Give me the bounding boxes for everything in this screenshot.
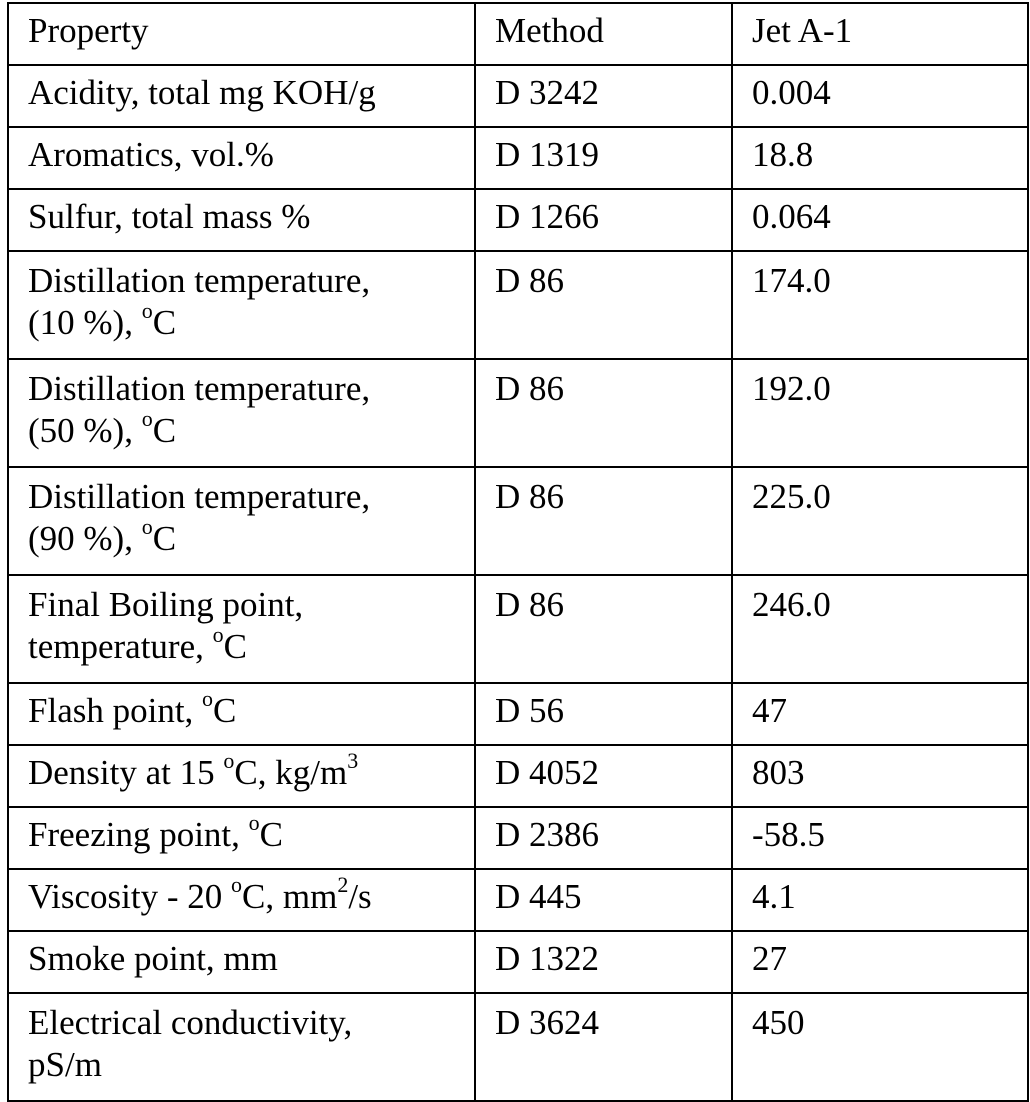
degree-superscript: o <box>248 810 260 836</box>
cubed-superscript: 3 <box>347 748 359 774</box>
property-cell <box>8 359 475 467</box>
value-cell: 27 <box>732 931 1028 993</box>
value-cell: 450 <box>732 993 1028 1101</box>
property-text: (10 %), <box>28 303 142 342</box>
property-unit: C <box>213 691 237 730</box>
table-row <box>8 869 1028 931</box>
property-cell <box>8 745 475 807</box>
value-cell: 4.1 <box>732 869 1028 931</box>
method-cell: D 56 <box>475 683 732 745</box>
property-cell: Aromatics, vol.% <box>8 127 475 189</box>
property-line-1: Distillation temperature, <box>28 369 371 408</box>
table-row <box>8 251 1028 359</box>
method-cell: D 3624 <box>475 993 732 1101</box>
table-row <box>8 127 1028 189</box>
property-text: Freezing point, <box>28 815 249 854</box>
property-cell <box>8 251 475 359</box>
degree-superscript: o <box>212 622 224 648</box>
value-cell: 47 <box>732 683 1028 745</box>
property-line-1: Electrical conductivity, <box>28 1003 353 1042</box>
property-cell: Sulfur, total mass % <box>8 189 475 251</box>
property-unit: C <box>152 411 177 450</box>
method-cell: D 86 <box>475 359 732 467</box>
table-row <box>8 189 1028 251</box>
property-cell: Smoke point, mm <box>8 931 475 993</box>
property-line-2 <box>28 514 474 560</box>
property-cell <box>8 467 475 575</box>
method-cell: D 1319 <box>475 127 732 189</box>
value-cell: 0.004 <box>732 65 1028 127</box>
property-line-1: Final Boiling point, <box>28 585 304 624</box>
property-unit: C, kg/m <box>234 753 348 792</box>
value-cell: 174.0 <box>732 251 1028 359</box>
property-line-2: pS/m <box>28 1045 102 1084</box>
property-unit: C, mm <box>242 877 338 916</box>
fuel-properties-table <box>7 2 1029 1102</box>
method-cell: D 2386 <box>475 807 732 869</box>
property-line-2 <box>28 406 474 452</box>
property-cell <box>8 869 475 931</box>
degree-superscript: o <box>202 686 214 712</box>
table-row <box>8 931 1028 993</box>
table-row <box>8 683 1028 745</box>
property-cell <box>8 575 475 683</box>
property-line-2 <box>28 622 474 668</box>
property-line-2 <box>28 298 474 344</box>
table-row <box>8 745 1028 807</box>
property-unit: C <box>259 815 284 854</box>
degree-superscript: o <box>231 872 243 898</box>
value-cell: 803 <box>732 745 1028 807</box>
property-text: Viscosity - 20 <box>28 877 232 916</box>
value-cell: -58.5 <box>732 807 1028 869</box>
property-line-1: Distillation temperature, <box>28 261 371 300</box>
property-cell <box>8 683 475 745</box>
property-cell <box>8 807 475 869</box>
table-row <box>8 359 1028 467</box>
degree-superscript: o <box>141 514 153 540</box>
table-header-row <box>8 3 1028 65</box>
value-cell: 18.8 <box>732 127 1028 189</box>
property-cell <box>8 993 475 1101</box>
table-row <box>8 467 1028 575</box>
header-property: Property <box>8 3 475 65</box>
method-cell: D 1322 <box>475 931 732 993</box>
degree-superscript: o <box>141 298 153 324</box>
value-cell: 0.064 <box>732 189 1028 251</box>
property-line-1: Distillation temperature, <box>28 477 371 516</box>
value-cell: 246.0 <box>732 575 1028 683</box>
property-unit: C <box>223 627 247 666</box>
degree-superscript: o <box>141 406 153 432</box>
property-text: Flash point, <box>28 691 203 730</box>
header-method: Method <box>475 3 732 65</box>
table-row <box>8 807 1028 869</box>
property-unit-tail: /s <box>348 877 372 916</box>
method-cell: D 86 <box>475 467 732 575</box>
table-row <box>8 575 1028 683</box>
degree-superscript: o <box>223 748 235 774</box>
property-cell: Acidity, total mg KOH/g <box>8 65 475 127</box>
value-cell: 192.0 <box>732 359 1028 467</box>
property-text: (50 %), <box>28 411 142 450</box>
method-cell: D 86 <box>475 251 732 359</box>
property-text: temperature, <box>28 627 213 666</box>
header-jet-a1: Jet A-1 <box>732 3 1028 65</box>
value-cell: 225.0 <box>732 467 1028 575</box>
table-row <box>8 993 1028 1101</box>
method-cell: D 445 <box>475 869 732 931</box>
squared-superscript: 2 <box>337 872 349 898</box>
property-unit: C <box>152 519 177 558</box>
method-cell: D 1266 <box>475 189 732 251</box>
property-unit: C <box>152 303 177 342</box>
table-row <box>8 65 1028 127</box>
method-cell: D 3242 <box>475 65 732 127</box>
method-cell: D 86 <box>475 575 732 683</box>
property-text: Density at 15 <box>28 753 224 792</box>
method-cell: D 4052 <box>475 745 732 807</box>
property-text: (90 %), <box>28 519 142 558</box>
